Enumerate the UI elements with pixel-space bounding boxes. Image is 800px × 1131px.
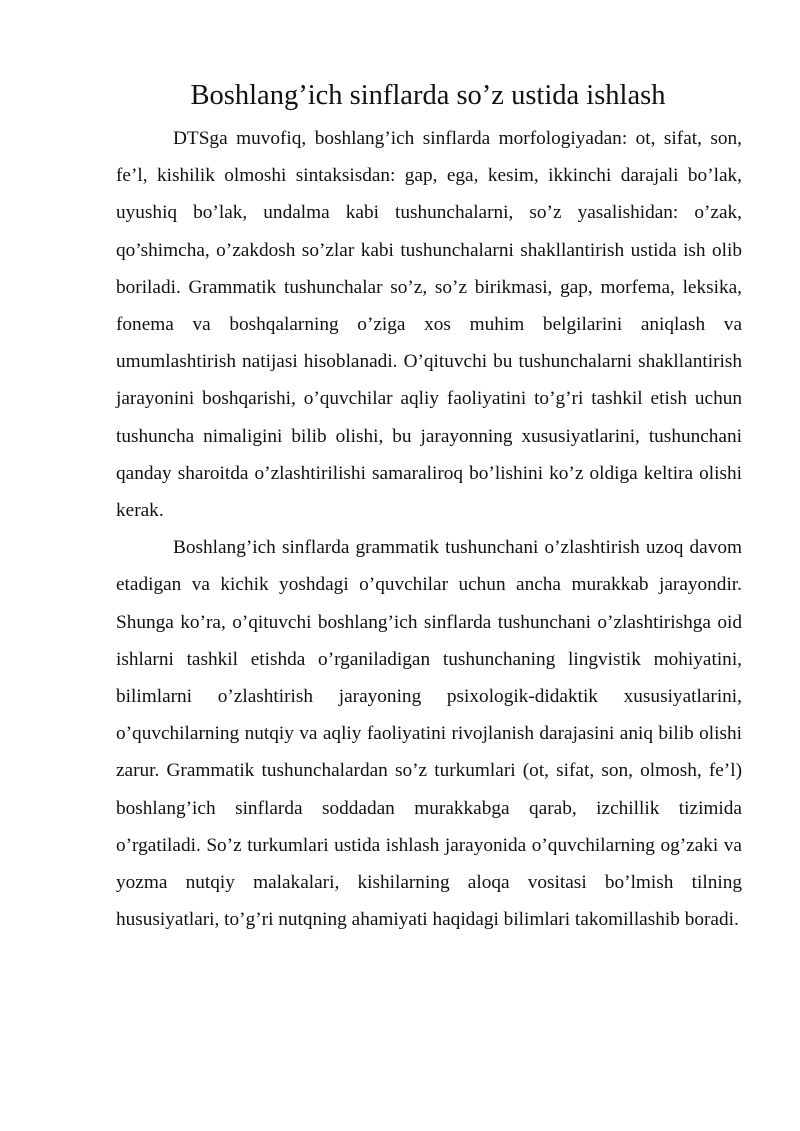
paragraph: DTSga muvofiq, boshlang’ich sinflarda morfologiyadan: ot, sifat, son, fe’l, kishilik olmoshi sintaksisdan: gap, ega, kesim, ikkinchi darajali bo’lak, uyushiq bo’lak, undalma kabi tushunchalarni, so’z yasalishidan: o’zak, qo’shimcha, o’zakdosh so’zlar kabi tushunchalarni shakllantirish ustida ish olib boriladi. Grammatik tushunchalar so’z, so’z birikmasi, gap, morfema, leksika, fonema va boshqalarning o’ziga xos muhim belgilarini aniqlash va umumlashtirish natijasi hisoblanadi. O’qituvchi bu tushunchalarni shakllantirish jarayonini boshqarishi, o’quvchilar aqliy faoliyatini to’g’ri tashkil etish uchun tushuncha nimaligini bilib olishi, bu jarayonning xususiyatlarini, tushunchani qanday sharoitda o’zlashtirilishi samaraliroq bo’lishini ko’z oldiga keltira olishi kerak. (116, 128, 742, 522)
paragraph: Boshlang’ich sinflarda grammatik tushunchani o’zlashtirish uzoq davom etadigan va kichik yoshdagi o’quvchilar uchun ancha murakkab jarayondir. Shunga ko’ra, o’qituvchi boshlang’ich sinflarda tushunchani o’zlashtirishga oid ishlarni tashkil etishda o’rganiladigan tushunchaning lingvistik mohiyatini, bilimlarni o’zlashtirish jarayoning psixologik-didaktik xususiyatlarini, o’quvchilarning nutqiy va aqliy faoliyatini rivojlanish darajasini aniq bilib olishi zarur. Grammatik tushunchalardan so’z turkumlari (ot, sifat, son, olmosh, fe’l) boshlang’ich sinflarda soddadan murakkabga qarab, izchillik tizimida o’rgatiladi. So’z turkumlari ustida ishlash jarayonida o’quvchilarning og’zaki va yozma nutqiy malakalari, kishilarning aloqa vositasi bo’lmish tilning hususiyatlari, to’g’ri nutqning ahamiyati haqidagi bilimlari takomillashib boradi. (116, 537, 742, 931)
document-body (116, 120, 742, 938)
document-title: Boshlang’ich sinflarda so’z ustida ishlash (190, 80, 666, 111)
